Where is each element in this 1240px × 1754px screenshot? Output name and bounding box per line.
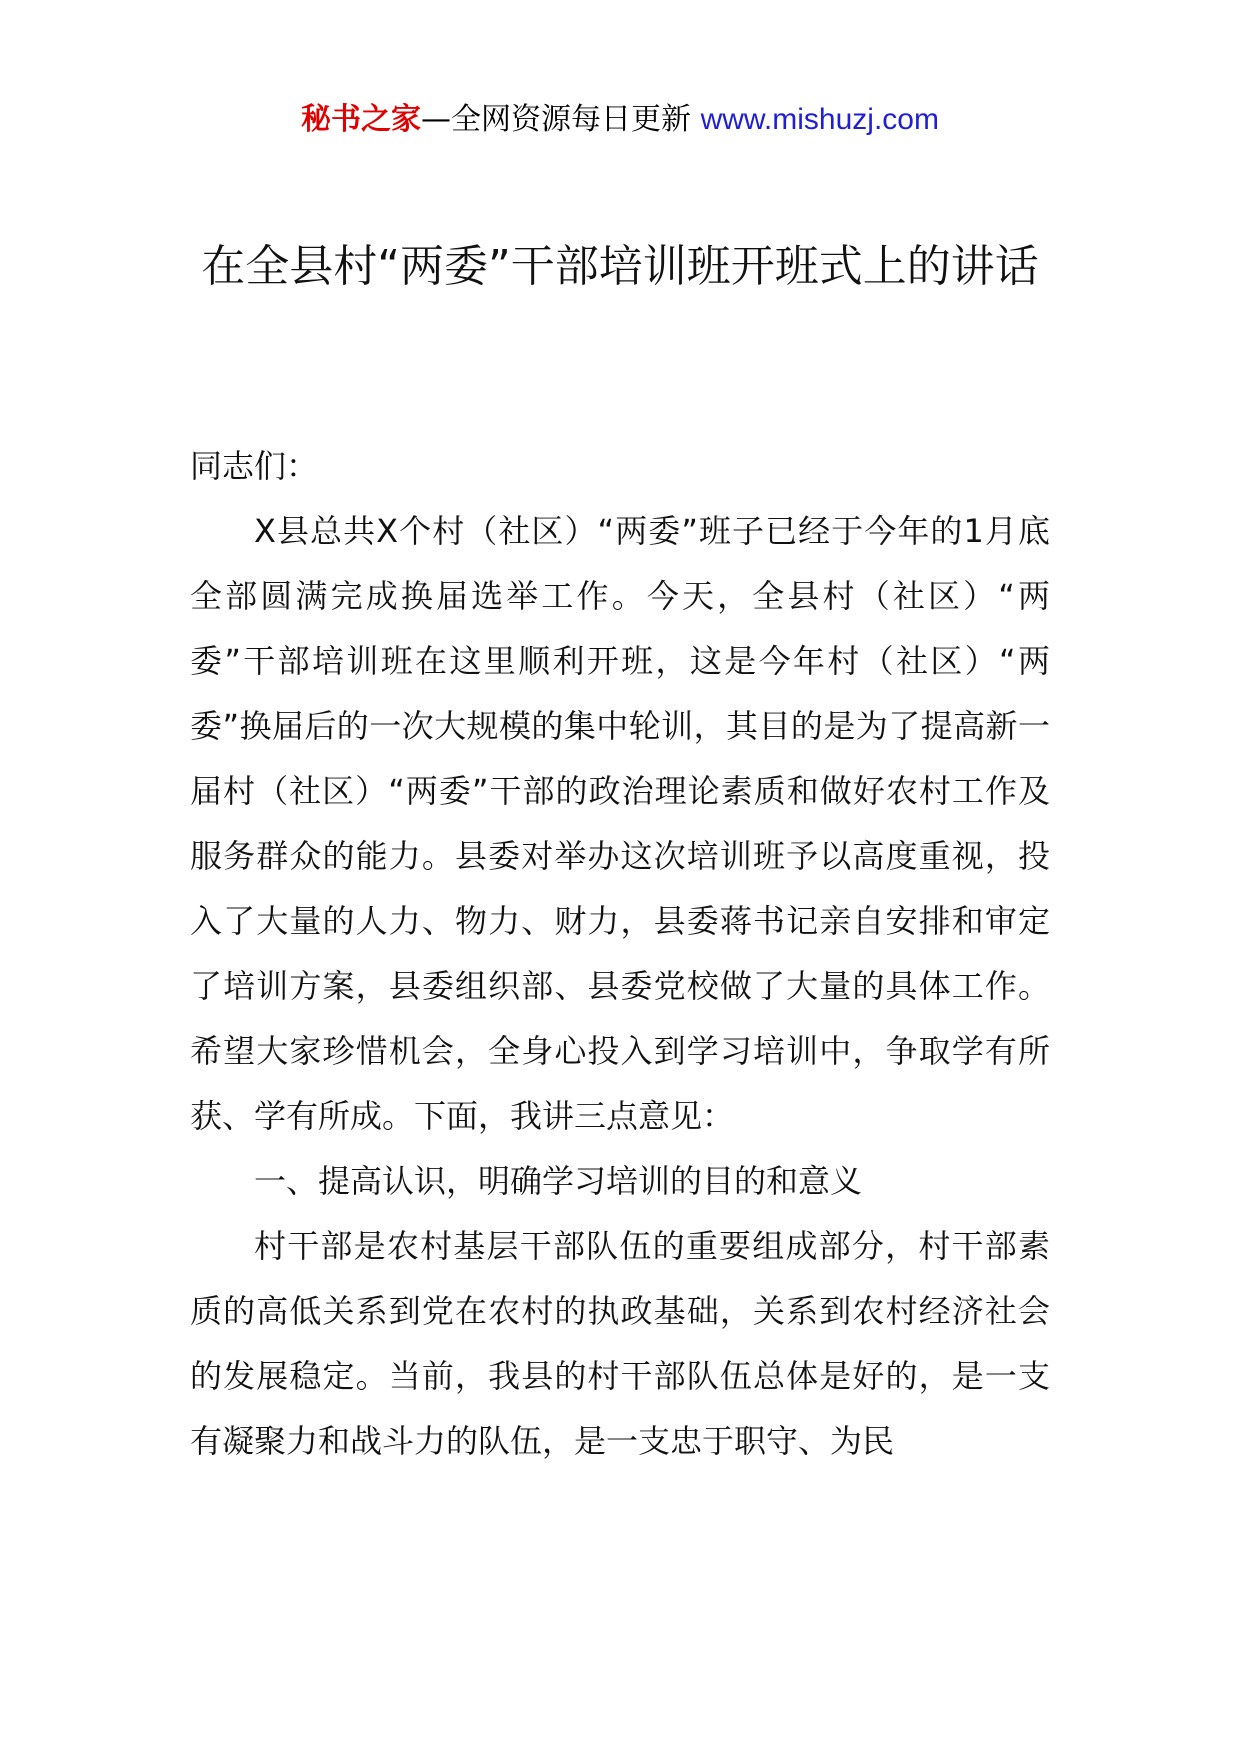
salutation: 同志们：: [190, 447, 319, 485]
site-url-link[interactable]: www.mishuzj.com: [700, 103, 939, 136]
site-header: [0, 100, 1240, 140]
document-body: [190, 434, 1050, 1474]
site-brand: 秘书之家: [301, 102, 422, 137]
paragraph-section-1: 村干部是农村基层干部队伍的重要组成部分，村干部素质的高低关系到党在农村的执政基础，关系到农村经济社会的发展稳定。当前，我县的村干部队伍总体是好的，是一支有凝聚力和战斗力的队伍，是一支忠于职守、为民: [190, 1227, 1050, 1460]
section-heading-1: 一、提高认识，明确学习培训的目的和意义: [254, 1162, 863, 1200]
document-title: 在全县村“两委”干部培训班开班式上的讲话: [201, 241, 1039, 292]
site-slogan: —全网资源每日更新: [421, 102, 692, 137]
paragraph-intro: X县总共X个村（社区）“两委”班子已经于今年的1月底全部圆满完成换届选举工作。今天，全县村（社区）“两委”干部培训班在这里顺利开班，这是今年村（社区）“两委”换届后的一次大规模的集中轮训，其目的是为了提高新一届村（社区）“两委”干部的政治理论素质和做好农村工作及服务群众的能力。县委对举办这次培训班予以高度重视，投入了大量的人力、物力、财力，县委蒋书记亲自安排和审定了培训方案，县委组织部、县委党校做了大量的具体工作。希望大家珍惜机会，全身心投入到学习培训中，争取学有所获、学有所成。下面，我讲三点意见：: [190, 512, 1050, 1135]
